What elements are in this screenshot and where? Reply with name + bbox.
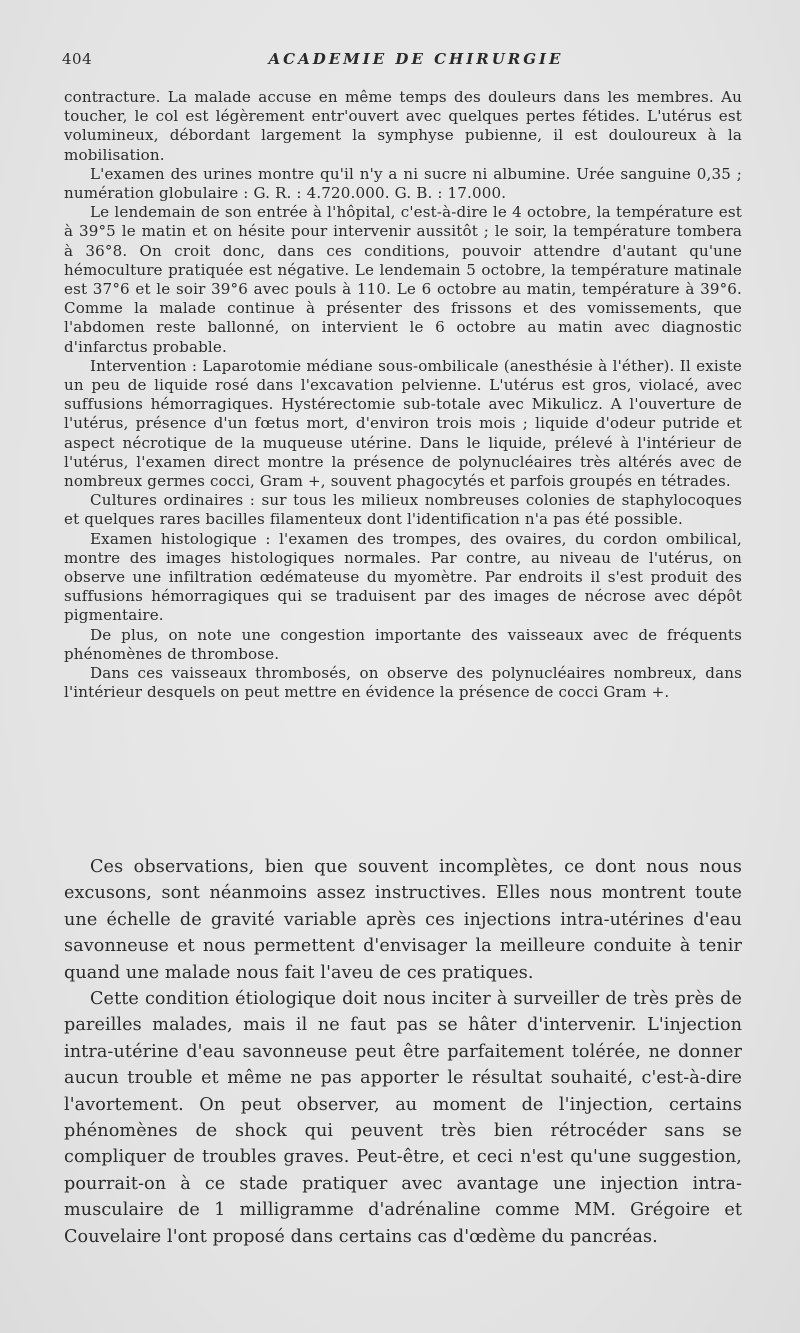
paragraph: Dans ces vaisseaux thrombosés, on observe des polynucléaires nombreux, dans l'intérieur desquels on peut mettre en évidence la présence de cocci Gram +. [64, 664, 742, 702]
case-report-section [64, 88, 742, 703]
paragraph: Examen histologique : l'examen des trompes, des ovaires, du cordon ombilical, montre des images histologiques normales. Par contre, au niveau de l'utérus, on observe une infiltration œdémateuse du myomètre. Par endroits il s'est produit des suffusions hémorragiques qui se traduisent par des images de nécrose avec dépôt pigmentaire. [64, 529, 742, 625]
paragraph: De plus, on note une congestion importante des vaisseaux avec de fréquents phénomènes de thrombose. [64, 625, 742, 663]
page-number: 404 [62, 50, 93, 68]
paragraph: L'examen des urines montre qu'il n'y a ni sucre ni albumine. Urée sanguine 0,35 ; numération globulaire : G. R. : 4.720.000. G. B. : 17.000. [64, 164, 742, 203]
paragraph: Ces observations, bien que souvent incomplètes, ce dont nous nous excusons, sont néanmoins assez instructives. Elles nous montrent toute une échelle de gravité variable après ces injections intra-utérines d'eau savonneuse et nous permettent d'envisager la meilleure conduite à tenir quand une malade nous fait l'aveu de ces pratiques. [64, 857, 742, 983]
paragraph: Le lendemain de son entrée à l'hôpital, c'est-à-dire le 4 octobre, la température est à 39°5 le matin et on hésite pour intervenir aussitôt ; le soir, la température tombera à 36°8. On croit donc, dans ces conditions, pouvoir attendre d'autant qu'une hémoculture pratiquée est négative. Le lendemain 5 octobre, la température matinale est 37°6 et le soir 39°6 avec pouls à 110. Le 6 octobre au matin, température à 39°6. Comme la malade continue à présenter des frissons et des vomissements, que l'abdomen reste ballonné, on intervient le 6 octobre au matin avec diagnostic d'infarctus probable. [64, 203, 742, 356]
paragraph: Cultures ordinaires : sur tous les milieux nombreuses colonies de staphylocoques et quelques rares bacilles filamenteux dont l'identification n'a pas été possible. [64, 491, 742, 529]
paragraph: Intervention : Laparotomie médiane sous-ombilicale (anesthésie à l'éther). Il existe un peu de liquide rosé dans l'excavation pelvienne. L'utérus est gros, violacé, avec suffusions hémorragiques. Hystérectomie sub-totale avec Mikulicz. A l'ouverture de l'utérus, présence d'un fœtus mort, d'environ trois mois ; liquide d'odeur putride et aspect nécrotique de la muqueuse utérine. Dans le liquide, prélevé à l'intérieur de l'utérus, l'examen direct montre la présence de polynucléaires très altérés avec de nombreux germes cocci, Gram +, souvent phagocytés et parfois groupés en tétrades. [64, 356, 742, 491]
page-header [62, 50, 740, 74]
running-title: ACADEMIE DE CHIRURGIE [268, 50, 564, 68]
paragraph: Cette condition étiologique doit nous inciter à surveiller de très près de pareilles malades, mais il ne faut pas se hâter d'intervenir. L'injection intra-utérine d'eau savonneuse peut être parfaitement tolérée, ne donner aucun trouble et même ne pas apporter le résultat souhaité, c'est-à-dire l'avortement. On peut observer, au moment de l'injection, certains phénomènes de shock qui peuvent très bien rétrocéder sans se compliquer de troubles graves. Peut-être, et ceci n'est qu'une suggestion, pourrait-on à ce stade pratiquer avec avantage une injection intra-musculaire de 1 milligramme d'adrénaline comme MM. Grégoire et Couvelaire l'ont proposé dans certains cas d'œdème du pancréas. [64, 989, 742, 1247]
paragraph: contracture. La malade accuse en même temps des douleurs dans les membres. Au toucher, le col est légèrement entr'ouvert avec quelques pertes fétides. L'utérus est volumineux, débordant largement la symphyse pubienne, il est douloureux à la mobilisation. [64, 88, 742, 164]
discussion-section [64, 854, 742, 1250]
